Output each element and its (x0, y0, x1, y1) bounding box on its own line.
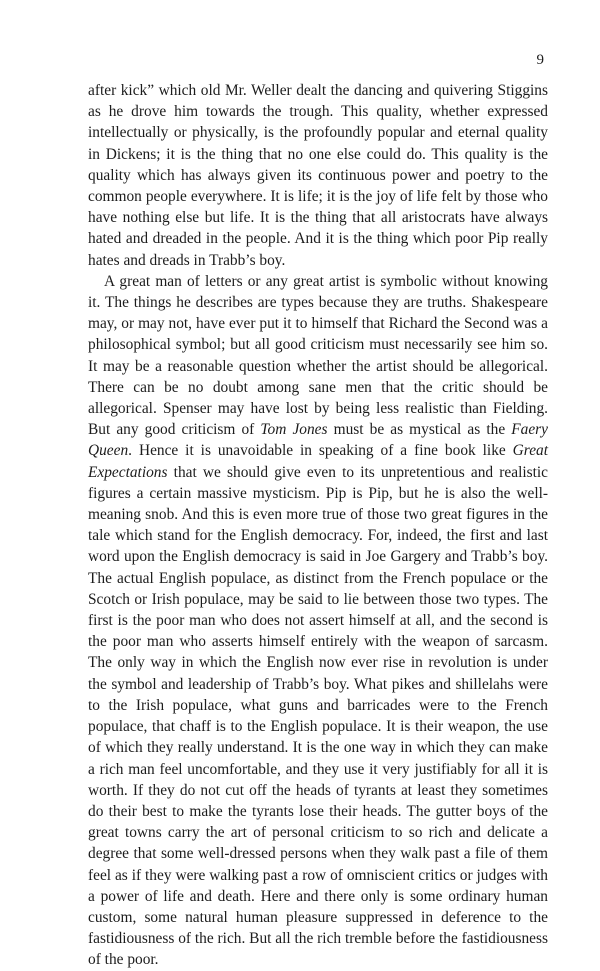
italic-title: Tom Jones (260, 421, 328, 439)
italic-title: Faery Queen (88, 421, 548, 460)
body-text (88, 80, 548, 971)
page-number: 9 (536, 52, 544, 68)
text-segment: A great man of letters or any great artist is symbolic without knowing it. The things he describes are types because they are truths. Shakespeare may, or may not, have ever put it to himself that Richard the Second was a philosophical symbol; but all good criticism must necessarily see him so. It may be a reasonable question whether the artist should be allegorical. There can be no doubt among sane men that the critic should be allegorical. Spenser may have lost by being less realistic than Fielding. But any good criticism of (88, 272, 548, 439)
paragraph-symbolic-artist (88, 271, 548, 971)
text-segment: that we should give even to its unpretentious and realistic figures a certain massive mysticism. Pip is Pip, but he is also the well-meaning snob. And this is even more true of those two great figures in the tale which stand for the English democracy. For, indeed, the first and last word upon the English democracy is said in Joe Gargery and Trabb’s boy. The actual English populace, as distinct from the French populace or the Scotch or Irish populace, may be said to lie between those two types. The first is the poor man who does not assert himself at all, and the second is the poor man who asserts himself entirely with the weapon of sarcasm. The only way in which the English now ever rise in revolution is under the symbol and leadership of Trabb’s boy. What pikes and shillelahs were to the Irish populace, what guns and barricades were to the French populace, that chaff is to the English populace. It is their weapon, the use of which they really understand. It is the one way in which they can make a rich man feel uncomfortable, and they use it very justifiably for all it is worth. If they do not cut off the heads of tyrants at least they sometimes do their best to make the tyrants lose their heads. The gutter boys of the great towns carry the art of personal criticism to so rich and delicate a degree that some well-dressed persons when they walk past a file of them feel as if they were walking past a row of omniscient critics or judges with a power of life and death. Here and there only is some ordinary human custom, some natural human pleasure suppressed in deference to the fastidiousness of the rich. But all the rich tremble before the fastidiousness of the poor. (88, 463, 548, 969)
italic-title: Great Expectations (88, 442, 548, 481)
paragraph-continuation (88, 80, 548, 271)
text-segment: . Hence it is unavoidable in speaking of a fine book like (128, 442, 513, 460)
text-segment: after kick” which old Mr. Weller dealt the dancing and quivering Stiggins as he drove him towards the trough. This quality, whether expressed intellectually or physically, is the profoundly popular and eternal quality in Dickens; it is the thing that no one else could do. This quality is the quality which has always given its continuous power and poetry to the common people everywhere. It is life; it is the joy of life felt by those who have nothing else but life. It is the thing that all aristocrats have always hated and dreaded in the people. And it is the thing which poor Pip really hates and dreads in Trabb’s boy. (88, 82, 548, 269)
text-segment: must be as mystical as the (327, 421, 512, 439)
